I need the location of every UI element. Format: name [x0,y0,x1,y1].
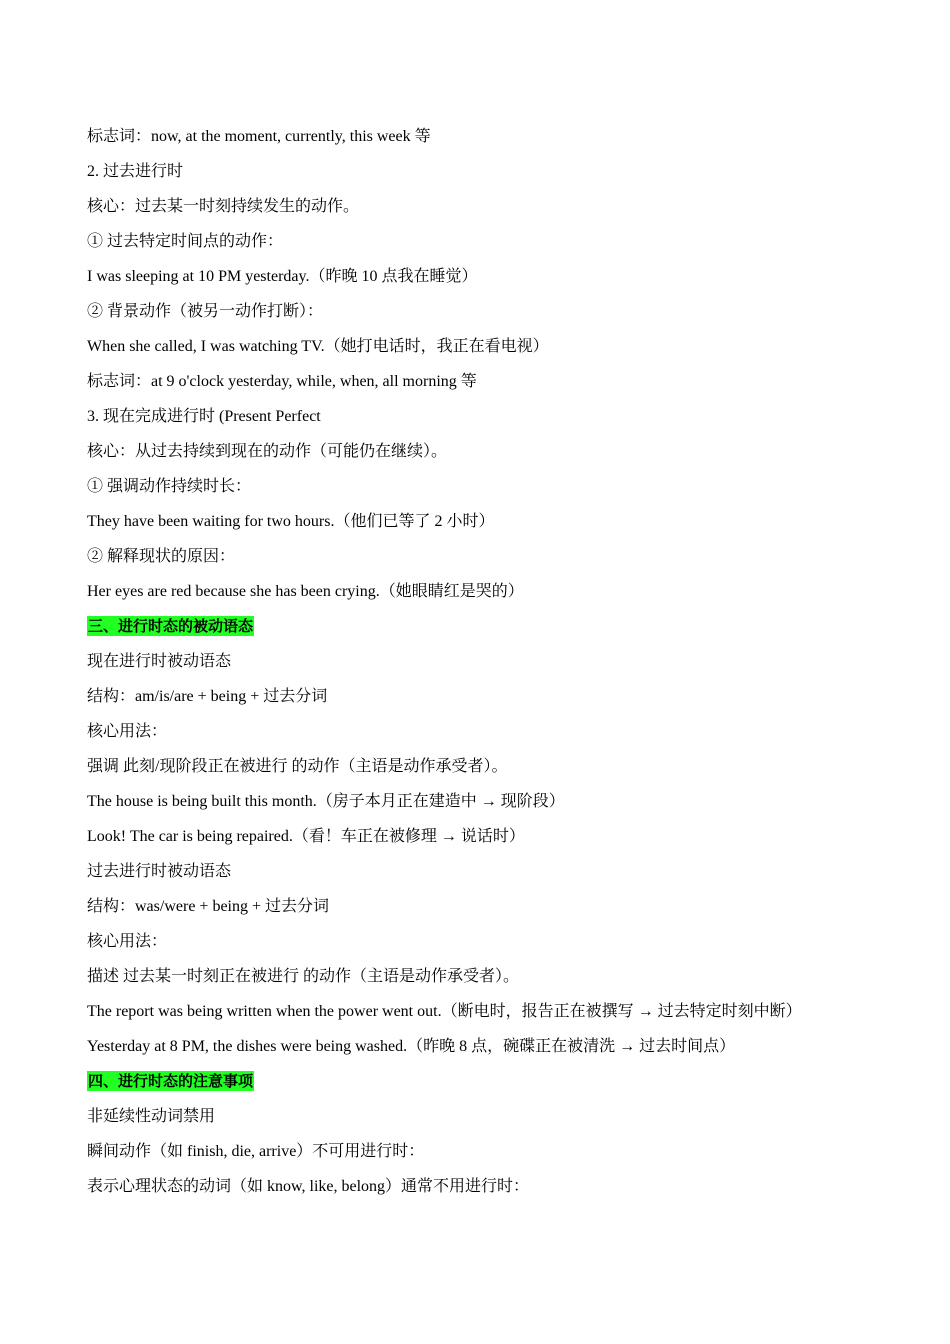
paragraph-text: 核心用法： [87,933,168,950]
paragraph-text: I was sleeping at 10 PM yesterday.（昨晚 10 点我在睡觉） [87,268,478,285]
paragraph-text: Her eyes are red because she has been crying.（她眼睛红是哭的） [87,583,524,600]
paragraph-text: When she called, I was watching TV.（她打电话时，我正在看电视） [87,338,549,355]
document-body [87,125,887,1210]
text-line [87,545,887,580]
paragraph-text: 非延续性动词禁用 [87,1108,216,1125]
paragraph-text: 核心：过去某一时刻持续发生的动作。 [87,198,360,215]
paragraph-text: 现在进行时被动语态 [87,653,232,670]
text-line [87,685,887,720]
text-line [87,335,887,370]
text-line [87,125,887,160]
text-line [87,230,887,265]
text-line [87,965,887,1000]
text-line [87,895,887,930]
paragraph-text: ② 解释现状的原因： [87,548,236,565]
paragraph-text: 结构：am/is/are + being + 过去分词 [87,688,328,705]
text-line [87,195,887,230]
paragraph-text: 标志词：at 9 o'clock yesterday, while, when, all morning 等 [87,373,477,390]
paragraph-text: Yesterday at 8 PM, the dishes were being washed.（昨晚 8 点，碗碟正在被清洗 → 过去时间点） [87,1038,736,1055]
section-heading: 四、进行时态的注意事项 [88,1072,254,1090]
text-line [87,405,887,440]
text-line [87,580,887,615]
section-heading: 三、进行时态的被动语态 [88,617,254,635]
paragraph-text: 表示心理状态的动词（如 know, like, belong）通常不用进行时： [87,1178,530,1195]
paragraph-text: 过去进行时被动语态 [87,863,232,880]
paragraph-text: The house is being built this month.（房子本月正在建造中 → 现阶段） [87,793,565,810]
text-line [87,755,887,790]
section-heading-line [87,615,887,650]
text-line [87,1000,887,1035]
paragraph-text: Look! The car is being repaired.（看！车正在被修理 → 说话时） [87,828,525,845]
text-line [87,650,887,685]
paragraph-text: 2. 过去进行时 [87,163,184,180]
paragraph-text: ① 强调动作持续时长： [87,478,252,495]
paragraph-text: 瞬间动作（如 finish, die, arrive）不可用进行时： [87,1143,425,1160]
text-line [87,930,887,965]
section-heading-line [87,1070,887,1105]
text-line [87,1140,887,1175]
text-line [87,860,887,895]
paragraph-text: ① 过去特定时间点的动作： [87,233,284,250]
text-line [87,1105,887,1140]
text-line [87,440,887,475]
text-line [87,790,887,825]
text-line [87,510,887,545]
text-line [87,825,887,860]
paragraph-text: 描述 过去某一时刻正在被进行 的动作（主语是动作承受者）。 [87,968,520,985]
paragraph-text: 核心用法： [87,723,168,740]
paragraph-text: ② 背景动作（被另一动作打断）： [87,303,324,320]
paragraph-text: 标志词：now, at the moment, currently, this week 等 [87,128,431,145]
text-line [87,160,887,195]
text-line [87,475,887,510]
paragraph-text: They have been waiting for two hours.（他们已等了 2 小时） [87,513,495,530]
paragraph-text: 3. 现在完成进行时 (Present Perfect [87,408,321,425]
text-line [87,1175,887,1210]
text-line [87,720,887,755]
paragraph-text: The report was being written when the power went out.（断电时，报告正在被撰写 → 过去特定时刻中断） [87,1003,802,1020]
paragraph-text: 结构：was/were + being + 过去分词 [87,898,330,915]
paragraph-text: 核心：从过去持续到现在的动作（可能仍在继续）。 [87,443,448,460]
text-line [87,300,887,335]
text-line [87,265,887,300]
paragraph-text: 强调 此刻/现阶段正在被进行 的动作（主语是动作承受者）。 [87,758,508,775]
text-line [87,370,887,405]
text-line [87,1035,887,1070]
